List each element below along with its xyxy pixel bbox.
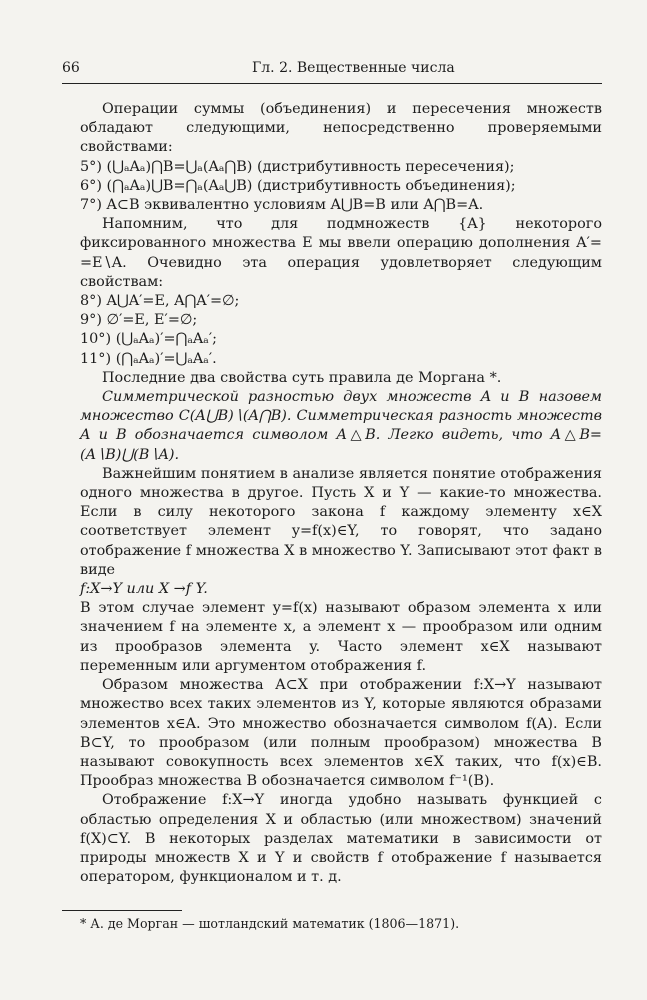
page-header bbox=[62, 60, 602, 82]
page-number: 66 bbox=[62, 60, 80, 76]
header-rule bbox=[62, 83, 602, 84]
property-7: 7°) A⊂B эквивалентно условиям A⋃B=B или A⋂B=A. bbox=[80, 197, 484, 214]
paragraph-image-element: В этом случае элемент y=f(x) называют образом элемента x или значением f на элементе x, а элемент x — прообразом или одним из прообразов элемента y. Часто элемент x∈X называют переменным или аргументом отображения f. bbox=[80, 600, 602, 674]
paragraph-function: Отображение f:X→Y иногда удобно называть функцией с областью определения X и областью (или множеством) значений f(X)⊂Y. В некоторых разделах математики в зависимости от природы множеств X и Y и свойств f отображение f называется оператором, функционалом и т. д. bbox=[80, 792, 602, 886]
property-8: 8°) A⋃A′=E, A⋂A′=∅; bbox=[80, 293, 240, 310]
property-10: 10°) (⋃ₐAₐ)′=⋂ₐAₐ′; bbox=[80, 331, 217, 348]
paragraph-operations-intro: Операции суммы (объединения) и пересечения множеств обладают следующими, непосредственно проверяемыми свойствами: bbox=[80, 101, 602, 156]
paragraph-mapping-definition: Важнейшим понятием в анализе является понятие отображения одного множества в другое. Пусть X и Y — какие-то множества. Если в силу некоторого закона f каждому элементу x∈X соответствует элемент y=f(x)∈Y, то говорят, что задано отображение f множества X в множество Y. Записывают этот факт в виде bbox=[80, 465, 602, 578]
property-5: 5°) (⋃ₐAₐ)⋂B=⋃ₐ(Aₐ⋂B) (дистрибутивность пересечения); bbox=[80, 158, 515, 175]
paragraph-de-morgan: Последние два свойства суть правила де Моргана *. bbox=[102, 369, 502, 386]
property-11: 11°) (⋂ₐAₐ)′=⋃ₐAₐ′. bbox=[80, 350, 217, 367]
paragraph-image-set: Образом множества A⊂X при отображении f:X→Y называют множество всех таких элементов из Y, которые являются образами элементов x∈A. Это множество обозначается символом f(A). Если B⊂Y, то прообразом (или полным прообразом) множества B называют совокупность всех элементов x∈X таких, что f(x)∈B. Прообраз множества B обозначается символом f⁻¹(B). bbox=[80, 677, 602, 790]
property-6: 6°) (⋂ₐAₐ)⋃B=⋂ₐ(Aₐ⋃B) (дистрибутивность объединения); bbox=[80, 177, 516, 194]
footnote: * А. де Морган — шотландский математик (1806—1871). bbox=[80, 916, 460, 931]
mapping-formula: f:X→Y или X →f Y. bbox=[80, 581, 208, 598]
property-9: 9°) ∅′=E, E′=∅; bbox=[80, 312, 198, 329]
paragraph-symmetric-difference: Симметрической разностью двух множеств A и B назовем множество C(A⋃B)∖(A⋂B). Симметрическая разность множеств A и B обозначается символом A△B. Легко видеть, что A△B=(A∖B)⋃(B∖A). bbox=[80, 389, 602, 463]
running-title: Гл. 2. Вещественные числа bbox=[252, 60, 455, 76]
footnote-rule bbox=[62, 910, 182, 911]
page-body bbox=[80, 100, 602, 887]
paragraph-complement: Напомним, что для подмножеств {A} некоторого фиксированного множества E мы ввели операцию дополнения A′= =E∖A. Очевидно эта операция удовлетворяет следующим свойствам: bbox=[80, 216, 602, 290]
